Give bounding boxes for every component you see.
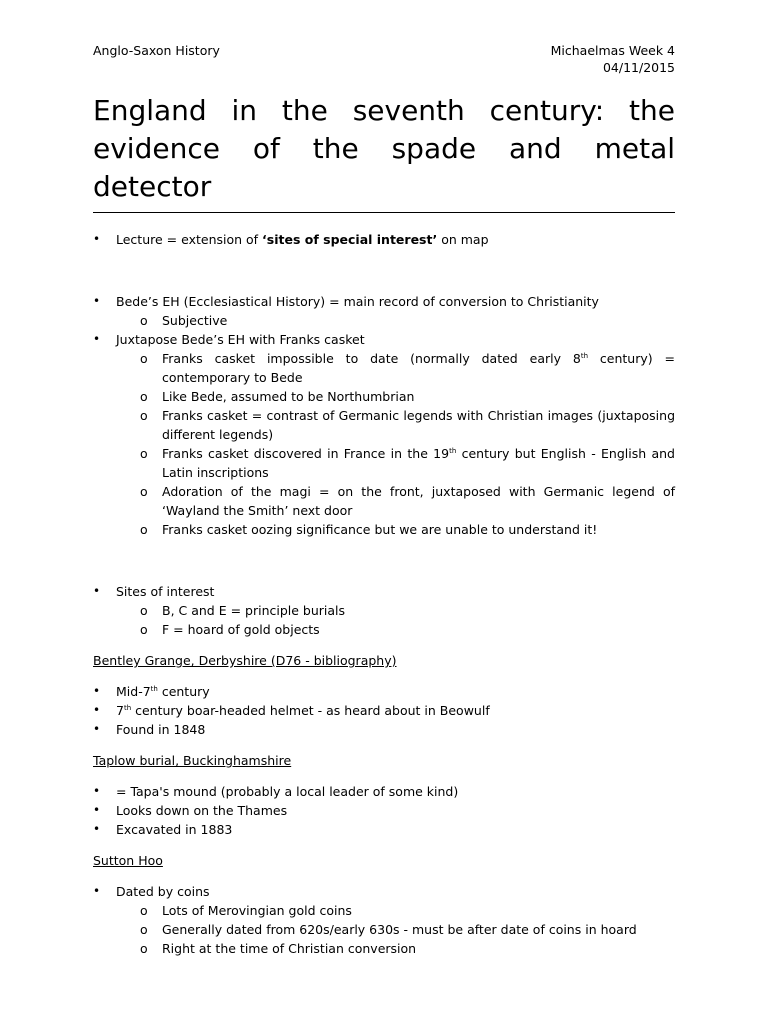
term-label: Michaelmas Week 4 (550, 43, 675, 58)
document-title: England in the seventh century: the evidence of the spade and metal detector (93, 92, 675, 213)
taplow-list (93, 782, 675, 839)
sub-list-item: o Subjective (93, 311, 675, 330)
sites-list (93, 582, 675, 639)
sub-list-item: o Adoration of the magi = on the front, juxtaposed with Germanic legend of ‘Wayland the Smith’ next door (93, 482, 675, 520)
list-item: • Looks down on the Thames (93, 801, 675, 820)
list-item: • Found in 1848 (93, 720, 675, 739)
spacer (93, 249, 675, 292)
superscript: th (123, 704, 132, 712)
item-text: Franks casket impossible to date (normally dated early 8 (162, 351, 581, 366)
bold-text: ‘sites of special interest’ (262, 232, 438, 247)
item-text: on map (437, 232, 489, 247)
course-name: Anglo-Saxon History (93, 43, 220, 58)
date-label: 04/11/2015 (602, 60, 675, 75)
section-heading-sutton-hoo: Sutton Hoo (93, 853, 163, 868)
list-item: • Sites of interest (93, 582, 675, 601)
sutton-list (93, 882, 675, 958)
list-item: • = Tapa's mound (probably a local leader of some kind) (93, 782, 675, 801)
section-heading-taplow: Taplow burial, Buckinghamshire (93, 753, 292, 768)
item-text: century) = contemporary to Bede (162, 351, 675, 385)
list-item: • Juxtapose Bede’s EH with Franks casket (93, 330, 675, 349)
page-header (93, 42, 675, 76)
list-item: • Excavated in 1883 (93, 820, 675, 839)
item-text: 7 (116, 703, 124, 718)
sub-list-item (93, 349, 675, 387)
intro-list (93, 230, 675, 249)
list-item: • Dated by coins (93, 882, 675, 901)
sub-list-item: o F = hoard of gold objects (93, 620, 675, 639)
section-heading-bentley: Bentley Grange, Derbyshire (D76 - bibliography) (93, 653, 397, 668)
spacer (93, 539, 675, 582)
header-right (551, 42, 675, 76)
bede-list (93, 292, 675, 539)
sub-list-item: o B, C and E = principle burials (93, 601, 675, 620)
item-text: Lecture = extension of (116, 232, 263, 247)
list-item (93, 682, 675, 701)
list-item: • Bede’s EH (Ecclesiastical History) = main record of conversion to Christianity (93, 292, 675, 311)
item-text: century but English - English and Latin inscriptions (162, 446, 675, 480)
item-text: Mid-7 (116, 684, 151, 699)
sub-list-item: o Right at the time of Christian conversion (93, 939, 675, 958)
list-item (93, 230, 675, 249)
superscript: th (580, 352, 589, 360)
sub-list-item: o Franks casket = contrast of Germanic legends with Christian images (juxtaposing different legends) (93, 406, 675, 444)
sub-list-item: o Lots of Merovingian gold coins (93, 901, 675, 920)
item-text: Franks casket discovered in France in the 19 (162, 446, 450, 461)
sub-list-item (93, 444, 675, 482)
sub-list-item: o Like Bede, assumed to be Northumbrian (93, 387, 675, 406)
list-item (93, 701, 675, 720)
bentley-list (93, 682, 675, 739)
item-text: century boar-headed helmet - as heard about in Beowulf (131, 703, 490, 718)
superscript: th (449, 447, 457, 455)
superscript: th (150, 685, 158, 693)
document-page (93, 42, 675, 958)
sub-list-item: o Generally dated from 620s/early 630s - must be after date of coins in hoard (93, 920, 675, 939)
item-text: century (157, 684, 210, 699)
sub-list-item: o Franks casket oozing significance but we are unable to understand it! (93, 520, 675, 539)
